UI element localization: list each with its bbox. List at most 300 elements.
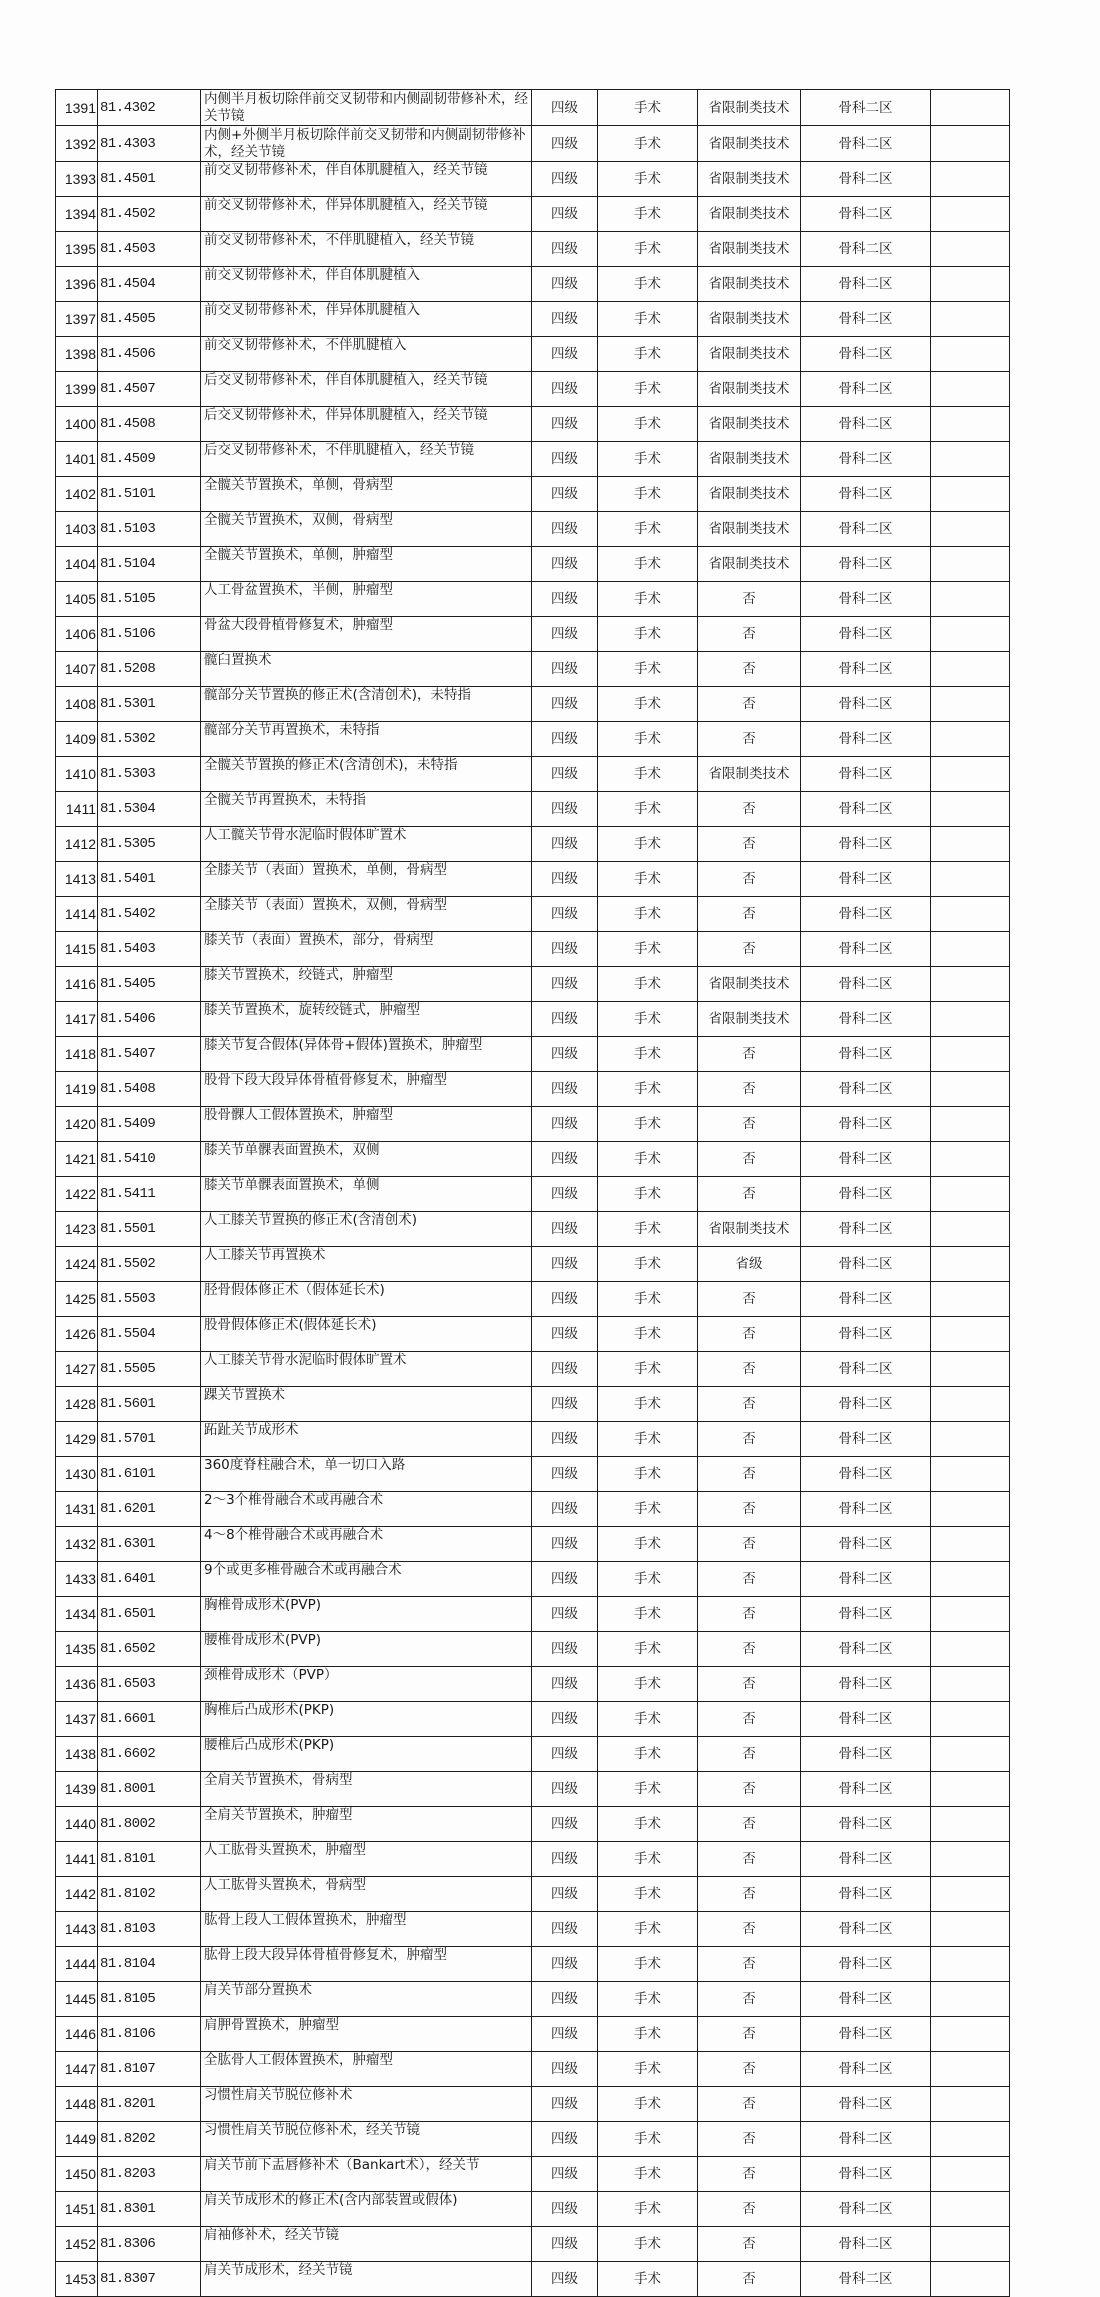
- procedure-type-cell: 手术: [598, 1072, 698, 1107]
- remark-cell: [931, 862, 1010, 897]
- table-row: [56, 2262, 1010, 2297]
- restricted-technology-cell: 否: [698, 1737, 801, 1772]
- restricted-technology-cell: 省限制类技术: [698, 90, 801, 126]
- restricted-technology-cell: 否: [698, 2122, 801, 2157]
- table-row: [56, 1842, 1010, 1877]
- table-row: [56, 1947, 1010, 1982]
- department-cell: 骨科二区: [801, 1527, 931, 1562]
- department-cell: 骨科二区: [801, 1842, 931, 1877]
- procedure-name-text: 肩关节部分置换术: [204, 1982, 312, 1998]
- procedure-name-cell: [201, 372, 532, 407]
- department-cell: 骨科二区: [801, 1562, 931, 1597]
- remark-cell: [931, 267, 1010, 302]
- table-row: [56, 162, 1010, 197]
- procedure-name-cell: [201, 1142, 532, 1177]
- procedure-name-cell: [201, 1422, 532, 1457]
- department-cell: 骨科二区: [801, 1702, 931, 1737]
- remark-cell: [931, 442, 1010, 477]
- table-row: [56, 512, 1010, 547]
- restricted-technology-cell: 否: [698, 1457, 801, 1492]
- procedure-type-cell: 手术: [598, 2017, 698, 2052]
- department-cell: 骨科二区: [801, 407, 931, 442]
- procedure-code-cell: 81.5601: [98, 1387, 201, 1422]
- surgery-level-cell: 四级: [532, 617, 598, 652]
- remark-cell: [931, 2192, 1010, 2227]
- restricted-technology-cell: 否: [698, 1492, 801, 1527]
- department-cell: 骨科二区: [801, 2262, 931, 2297]
- procedure-code-cell: 81.8107: [98, 2052, 201, 2087]
- row-number-cell: 1398: [56, 337, 98, 372]
- surgery-level-cell: 四级: [532, 2087, 598, 2122]
- row-number-cell: 1442: [56, 1877, 98, 1912]
- procedure-type-cell: 手术: [598, 757, 698, 792]
- table-row: [56, 967, 1010, 1002]
- restricted-technology-cell: 否: [698, 1282, 801, 1317]
- row-number-cell: 1409: [56, 722, 98, 757]
- row-number-cell: 1396: [56, 267, 98, 302]
- remark-cell: [931, 1912, 1010, 1947]
- procedure-name-text: 全肩关节置换术，肿瘤型: [204, 1807, 353, 1823]
- remark-cell: [931, 1597, 1010, 1632]
- procedure-code-cell: 81.8002: [98, 1807, 201, 1842]
- procedure-name-cell: [201, 1807, 532, 1842]
- table-row: [56, 2087, 1010, 2122]
- procedure-name-cell: [201, 1842, 532, 1877]
- procedure-name-text: 人工髋关节骨水泥临时假体旷置术: [204, 827, 407, 843]
- procedure-name-cell: [201, 1457, 532, 1492]
- table-row: [56, 1352, 1010, 1387]
- table-row: [56, 1317, 1010, 1352]
- restricted-technology-cell: 否: [698, 2157, 801, 2192]
- department-cell: 骨科二区: [801, 90, 931, 126]
- remark-cell: [931, 1317, 1010, 1352]
- procedure-code-cell: 81.5301: [98, 687, 201, 722]
- procedure-type-cell: 手术: [598, 1597, 698, 1632]
- procedure-type-cell: 手术: [598, 1492, 698, 1527]
- restricted-technology-cell: 否: [698, 792, 801, 827]
- procedure-name-text: 4～8个椎骨融合术或再融合术: [204, 1527, 384, 1543]
- procedure-name-text: 肱骨上段大段异体骨植骨修复术，肿瘤型: [204, 1947, 447, 1963]
- procedure-code-cell: 81.4505: [98, 302, 201, 337]
- procedure-name-cell: [201, 302, 532, 337]
- table-row: [56, 1877, 1010, 1912]
- restricted-technology-cell: 否: [698, 687, 801, 722]
- remark-cell: [931, 1667, 1010, 1702]
- department-cell: 骨科二区: [801, 1107, 931, 1142]
- remark-cell: [931, 1177, 1010, 1212]
- restricted-technology-cell: 否: [698, 582, 801, 617]
- procedure-name-cell: [201, 1877, 532, 1912]
- restricted-technology-cell: 省限制类技术: [698, 302, 801, 337]
- procedure-code-cell: 81.5403: [98, 932, 201, 967]
- department-cell: 骨科二区: [801, 687, 931, 722]
- surgery-level-cell: 四级: [532, 1212, 598, 1247]
- procedure-name-cell: [201, 2087, 532, 2122]
- table-row: [56, 1037, 1010, 1072]
- table-row: [56, 1492, 1010, 1527]
- procedure-name-text: 膝关节单髁表面置换术，双侧: [204, 1142, 380, 1158]
- table-row: [56, 1912, 1010, 1947]
- procedure-name-text: 前交叉韧带修补术，不伴肌腱植入，经关节镜: [204, 232, 474, 248]
- table-row: [56, 1002, 1010, 1037]
- row-number-cell: 1432: [56, 1527, 98, 1562]
- procedure-type-cell: 手术: [598, 162, 698, 197]
- restricted-technology-cell: 否: [698, 897, 801, 932]
- procedure-name-cell: [201, 162, 532, 197]
- procedure-name-cell: [201, 1772, 532, 1807]
- surgery-level-cell: 四级: [532, 827, 598, 862]
- procedure-type-cell: 手术: [598, 372, 698, 407]
- procedure-code-cell: 81.4303: [98, 126, 201, 162]
- procedure-code-cell: 81.5505: [98, 1352, 201, 1387]
- procedure-code-cell: 81.5410: [98, 1142, 201, 1177]
- surgery-level-cell: 四级: [532, 1737, 598, 1772]
- procedure-table: [55, 89, 1010, 2297]
- procedure-name-text: 股骨髁人工假体置换术，肿瘤型: [204, 1107, 393, 1123]
- department-cell: 骨科二区: [801, 932, 931, 967]
- remark-cell: [931, 1807, 1010, 1842]
- row-number-cell: 1411: [56, 792, 98, 827]
- procedure-type-cell: 手术: [598, 1912, 698, 1947]
- procedure-code-cell: 81.5411: [98, 1177, 201, 1212]
- remark-cell: [931, 1982, 1010, 2017]
- procedure-type-cell: 手术: [598, 267, 698, 302]
- department-cell: 骨科二区: [801, 792, 931, 827]
- restricted-technology-cell: 否: [698, 932, 801, 967]
- procedure-type-cell: 手术: [598, 1037, 698, 1072]
- row-number-cell: 1430: [56, 1457, 98, 1492]
- procedure-code-cell: 81.6101: [98, 1457, 201, 1492]
- department-cell: 骨科二区: [801, 897, 931, 932]
- surgery-level-cell: 四级: [532, 1317, 598, 1352]
- procedure-type-cell: 手术: [598, 90, 698, 126]
- department-cell: 骨科二区: [801, 2157, 931, 2192]
- surgery-level-cell: 四级: [532, 1982, 598, 2017]
- surgery-level-cell: 四级: [532, 512, 598, 547]
- row-number-cell: 1393: [56, 162, 98, 197]
- procedure-code-cell: 81.5409: [98, 1107, 201, 1142]
- procedure-name-text: 前交叉韧带修补术，伴异体肌腱植入: [204, 302, 420, 318]
- department-cell: 骨科二区: [801, 372, 931, 407]
- procedure-name-text: 全肩关节置换术，骨病型: [204, 1772, 353, 1788]
- procedure-name-text: 前交叉韧带修补术，不伴肌腱植入: [204, 337, 407, 353]
- row-number-cell: 1443: [56, 1912, 98, 1947]
- restricted-technology-cell: 否: [698, 1632, 801, 1667]
- surgery-level-cell: 四级: [532, 2017, 598, 2052]
- procedure-type-cell: 手术: [598, 792, 698, 827]
- row-number-cell: 1438: [56, 1737, 98, 1772]
- row-number-cell: 1435: [56, 1632, 98, 1667]
- procedure-name-cell: [201, 967, 532, 1002]
- restricted-technology-cell: 否: [698, 1807, 801, 1842]
- procedure-type-cell: 手术: [598, 1387, 698, 1422]
- procedure-table-body: [56, 90, 1010, 2297]
- remark-cell: [931, 126, 1010, 162]
- surgery-level-cell: 四级: [532, 897, 598, 932]
- procedure-code-cell: 81.8301: [98, 2192, 201, 2227]
- procedure-name-text: 股骨下段大段异体骨植骨修复术，肿瘤型: [204, 1072, 447, 1088]
- department-cell: 骨科二区: [801, 477, 931, 512]
- procedure-code-cell: 81.5402: [98, 897, 201, 932]
- restricted-technology-cell: 否: [698, 1597, 801, 1632]
- remark-cell: [931, 687, 1010, 722]
- restricted-technology-cell: 省级: [698, 1247, 801, 1282]
- procedure-type-cell: 手术: [598, 302, 698, 337]
- procedure-name-cell: [201, 1352, 532, 1387]
- restricted-technology-cell: 否: [698, 827, 801, 862]
- procedure-name-cell: [201, 1982, 532, 2017]
- procedure-name-text: 胸椎骨成形术(PVP): [204, 1597, 322, 1613]
- procedure-name-text: 全膝关节（表面）置换术，单侧，骨病型: [204, 862, 447, 878]
- procedure-name-text: 腰椎骨成形术(PVP): [204, 1632, 322, 1648]
- procedure-name-text: 习惯性肩关节脱位修补术: [204, 2087, 353, 2103]
- table-row: [56, 2157, 1010, 2192]
- remark-cell: [931, 1282, 1010, 1317]
- restricted-technology-cell: 省限制类技术: [698, 477, 801, 512]
- restricted-technology-cell: 否: [698, 1387, 801, 1422]
- procedure-name-cell: [201, 267, 532, 302]
- procedure-name-text: 肩关节成形术，经关节镜: [204, 2262, 353, 2278]
- department-cell: 骨科二区: [801, 1387, 931, 1422]
- row-number-cell: 1408: [56, 687, 98, 722]
- restricted-technology-cell: 省限制类技术: [698, 512, 801, 547]
- procedure-type-cell: 手术: [598, 1002, 698, 1037]
- procedure-name-text: 全膝关节（表面）置换术，双侧，骨病型: [204, 897, 447, 913]
- row-number-cell: 1427: [56, 1352, 98, 1387]
- procedure-type-cell: 手术: [598, 512, 698, 547]
- restricted-technology-cell: 省限制类技术: [698, 757, 801, 792]
- surgery-level-cell: 四级: [532, 1667, 598, 1702]
- restricted-technology-cell: 否: [698, 1877, 801, 1912]
- procedure-name-cell: [201, 477, 532, 512]
- remark-cell: [931, 162, 1010, 197]
- procedure-name-cell: [201, 862, 532, 897]
- restricted-technology-cell: 否: [698, 862, 801, 897]
- restricted-technology-cell: 省限制类技术: [698, 126, 801, 162]
- remark-cell: [931, 2157, 1010, 2192]
- row-number-cell: 1433: [56, 1562, 98, 1597]
- remark-cell: [931, 1142, 1010, 1177]
- department-cell: 骨科二区: [801, 1947, 931, 1982]
- restricted-technology-cell: 否: [698, 2192, 801, 2227]
- procedure-name-cell: [201, 126, 532, 162]
- remark-cell: [931, 1562, 1010, 1597]
- table-row: [56, 1667, 1010, 1702]
- procedure-code-cell: 81.5408: [98, 1072, 201, 1107]
- remark-cell: [931, 1457, 1010, 1492]
- remark-cell: [931, 897, 1010, 932]
- procedure-code-cell: 81.5104: [98, 547, 201, 582]
- restricted-technology-cell: 省限制类技术: [698, 407, 801, 442]
- table-row: [56, 792, 1010, 827]
- restricted-technology-cell: 否: [698, 2017, 801, 2052]
- procedure-type-cell: 手术: [598, 827, 698, 862]
- procedure-code-cell: 81.5405: [98, 967, 201, 1002]
- department-cell: 骨科二区: [801, 302, 931, 337]
- procedure-name-text: 前交叉韧带修补术，伴自体肌腱植入，经关节镜: [204, 162, 488, 178]
- surgery-level-cell: 四级: [532, 1247, 598, 1282]
- table-row: [56, 90, 1010, 126]
- remark-cell: [931, 1702, 1010, 1737]
- procedure-type-cell: 手术: [598, 1527, 698, 1562]
- procedure-code-cell: 81.4507: [98, 372, 201, 407]
- restricted-technology-cell: 省限制类技术: [698, 967, 801, 1002]
- procedure-code-cell: 81.8306: [98, 2227, 201, 2262]
- row-number-cell: 1437: [56, 1702, 98, 1737]
- remark-cell: [931, 582, 1010, 617]
- row-number-cell: 1417: [56, 1002, 98, 1037]
- restricted-technology-cell: 省限制类技术: [698, 162, 801, 197]
- department-cell: 骨科二区: [801, 1422, 931, 1457]
- procedure-name-text: 人工膝关节再置换术: [204, 1247, 326, 1263]
- procedure-name-cell: [201, 687, 532, 722]
- remark-cell: [931, 757, 1010, 792]
- procedure-code-cell: 81.8103: [98, 1912, 201, 1947]
- procedure-name-text: 人工骨盆置换术，半侧，肿瘤型: [204, 582, 393, 598]
- row-number-cell: 1400: [56, 407, 98, 442]
- department-cell: 骨科二区: [801, 1667, 931, 1702]
- procedure-name-text: 人工膝关节骨水泥临时假体旷置术: [204, 1352, 407, 1368]
- table-row: [56, 1772, 1010, 1807]
- procedure-code-cell: 81.5504: [98, 1317, 201, 1352]
- remark-cell: [931, 1107, 1010, 1142]
- restricted-technology-cell: 否: [698, 2227, 801, 2262]
- table-row: [56, 1807, 1010, 1842]
- department-cell: 骨科二区: [801, 1317, 931, 1352]
- table-row: [56, 757, 1010, 792]
- surgery-level-cell: 四级: [532, 1282, 598, 1317]
- row-number-cell: 1407: [56, 652, 98, 687]
- procedure-code-cell: 81.5407: [98, 1037, 201, 1072]
- restricted-technology-cell: 省限制类技术: [698, 232, 801, 267]
- surgery-level-cell: 四级: [532, 1632, 598, 1667]
- surgery-level-cell: 四级: [532, 1142, 598, 1177]
- table-row: [56, 477, 1010, 512]
- restricted-technology-cell: 否: [698, 1947, 801, 1982]
- procedure-name-text: 习惯性肩关节脱位修补术，经关节镜: [204, 2122, 420, 2138]
- procedure-type-cell: 手术: [598, 1177, 698, 1212]
- row-number-cell: 1448: [56, 2087, 98, 2122]
- table-row: [56, 932, 1010, 967]
- procedure-type-cell: 手术: [598, 407, 698, 442]
- procedure-name-text: 肩关节成形术的修正术(含内部装置或假体): [204, 2192, 458, 2208]
- surgery-level-cell: 四级: [532, 722, 598, 757]
- restricted-technology-cell: 省限制类技术: [698, 442, 801, 477]
- document-page: [55, 89, 1010, 2297]
- procedure-code-cell: 81.6503: [98, 1667, 201, 1702]
- procedure-type-cell: 手术: [598, 2052, 698, 2087]
- remark-cell: [931, 932, 1010, 967]
- department-cell: 骨科二区: [801, 1142, 931, 1177]
- remark-cell: [931, 617, 1010, 652]
- procedure-type-cell: 手术: [598, 1982, 698, 2017]
- procedure-name-text: 肩胛骨置换术，肿瘤型: [204, 2017, 339, 2033]
- procedure-name-cell: [201, 1562, 532, 1597]
- surgery-level-cell: 四级: [532, 267, 598, 302]
- restricted-technology-cell: 否: [698, 1072, 801, 1107]
- row-number-cell: 1403: [56, 512, 98, 547]
- procedure-type-cell: 手术: [598, 442, 698, 477]
- procedure-code-cell: 81.5501: [98, 1212, 201, 1247]
- procedure-code-cell: 81.5401: [98, 862, 201, 897]
- surgery-level-cell: 四级: [532, 407, 598, 442]
- remark-cell: [931, 1037, 1010, 1072]
- procedure-name-cell: [201, 1737, 532, 1772]
- procedure-type-cell: 手术: [598, 1247, 698, 1282]
- procedure-name-text: 膝关节复合假体(异体骨+假体)置换术，肿瘤型: [204, 1037, 483, 1053]
- procedure-name-cell: [201, 1912, 532, 1947]
- remark-cell: [931, 2262, 1010, 2297]
- restricted-technology-cell: 否: [698, 1982, 801, 2017]
- remark-cell: [931, 1247, 1010, 1282]
- procedure-code-cell: 81.4302: [98, 90, 201, 126]
- restricted-technology-cell: 否: [698, 1142, 801, 1177]
- remark-cell: [931, 2052, 1010, 2087]
- surgery-level-cell: 四级: [532, 687, 598, 722]
- remark-cell: [931, 1947, 1010, 1982]
- surgery-level-cell: 四级: [532, 652, 598, 687]
- row-number-cell: 1412: [56, 827, 98, 862]
- restricted-technology-cell: 否: [698, 1772, 801, 1807]
- table-row: [56, 1737, 1010, 1772]
- procedure-code-cell: 81.6502: [98, 1632, 201, 1667]
- department-cell: 骨科二区: [801, 126, 931, 162]
- restricted-technology-cell: 否: [698, 1702, 801, 1737]
- surgery-level-cell: 四级: [532, 1702, 598, 1737]
- department-cell: 骨科二区: [801, 1877, 931, 1912]
- remark-cell: [931, 1632, 1010, 1667]
- remark-cell: [931, 337, 1010, 372]
- procedure-name-cell: [201, 2157, 532, 2192]
- procedure-name-text: 后交叉韧带修补术，伴自体肌腱植入，经关节镜: [204, 372, 488, 388]
- procedure-code-cell: 81.4506: [98, 337, 201, 372]
- surgery-level-cell: 四级: [532, 2192, 598, 2227]
- surgery-level-cell: 四级: [532, 1492, 598, 1527]
- procedure-name-cell: [201, 1527, 532, 1562]
- surgery-level-cell: 四级: [532, 1002, 598, 1037]
- procedure-code-cell: 81.8203: [98, 2157, 201, 2192]
- procedure-code-cell: 81.8101: [98, 1842, 201, 1877]
- procedure-type-cell: 手术: [598, 2227, 698, 2262]
- procedure-code-cell: 81.6602: [98, 1737, 201, 1772]
- table-row: [56, 407, 1010, 442]
- table-row: [56, 2052, 1010, 2087]
- department-cell: 骨科二区: [801, 162, 931, 197]
- surgery-level-cell: 四级: [532, 2262, 598, 2297]
- surgery-level-cell: 四级: [532, 302, 598, 337]
- procedure-type-cell: 手术: [598, 967, 698, 1002]
- table-row: [56, 197, 1010, 232]
- table-row: [56, 1282, 1010, 1317]
- procedure-name-cell: [201, 722, 532, 757]
- restricted-technology-cell: 否: [698, 1352, 801, 1387]
- department-cell: 骨科二区: [801, 197, 931, 232]
- table-row: [56, 1247, 1010, 1282]
- procedure-type-cell: 手术: [598, 722, 698, 757]
- table-row: [56, 722, 1010, 757]
- department-cell: 骨科二区: [801, 757, 931, 792]
- procedure-code-cell: 81.8105: [98, 1982, 201, 2017]
- row-number-cell: 1404: [56, 547, 98, 582]
- table-row: [56, 267, 1010, 302]
- table-row: [56, 232, 1010, 267]
- procedure-type-cell: 手术: [598, 862, 698, 897]
- procedure-code-cell: 81.5101: [98, 477, 201, 512]
- row-number-cell: 1425: [56, 1282, 98, 1317]
- procedure-name-cell: [201, 1072, 532, 1107]
- procedure-type-cell: 手术: [598, 1317, 698, 1352]
- table-row: [56, 1212, 1010, 1247]
